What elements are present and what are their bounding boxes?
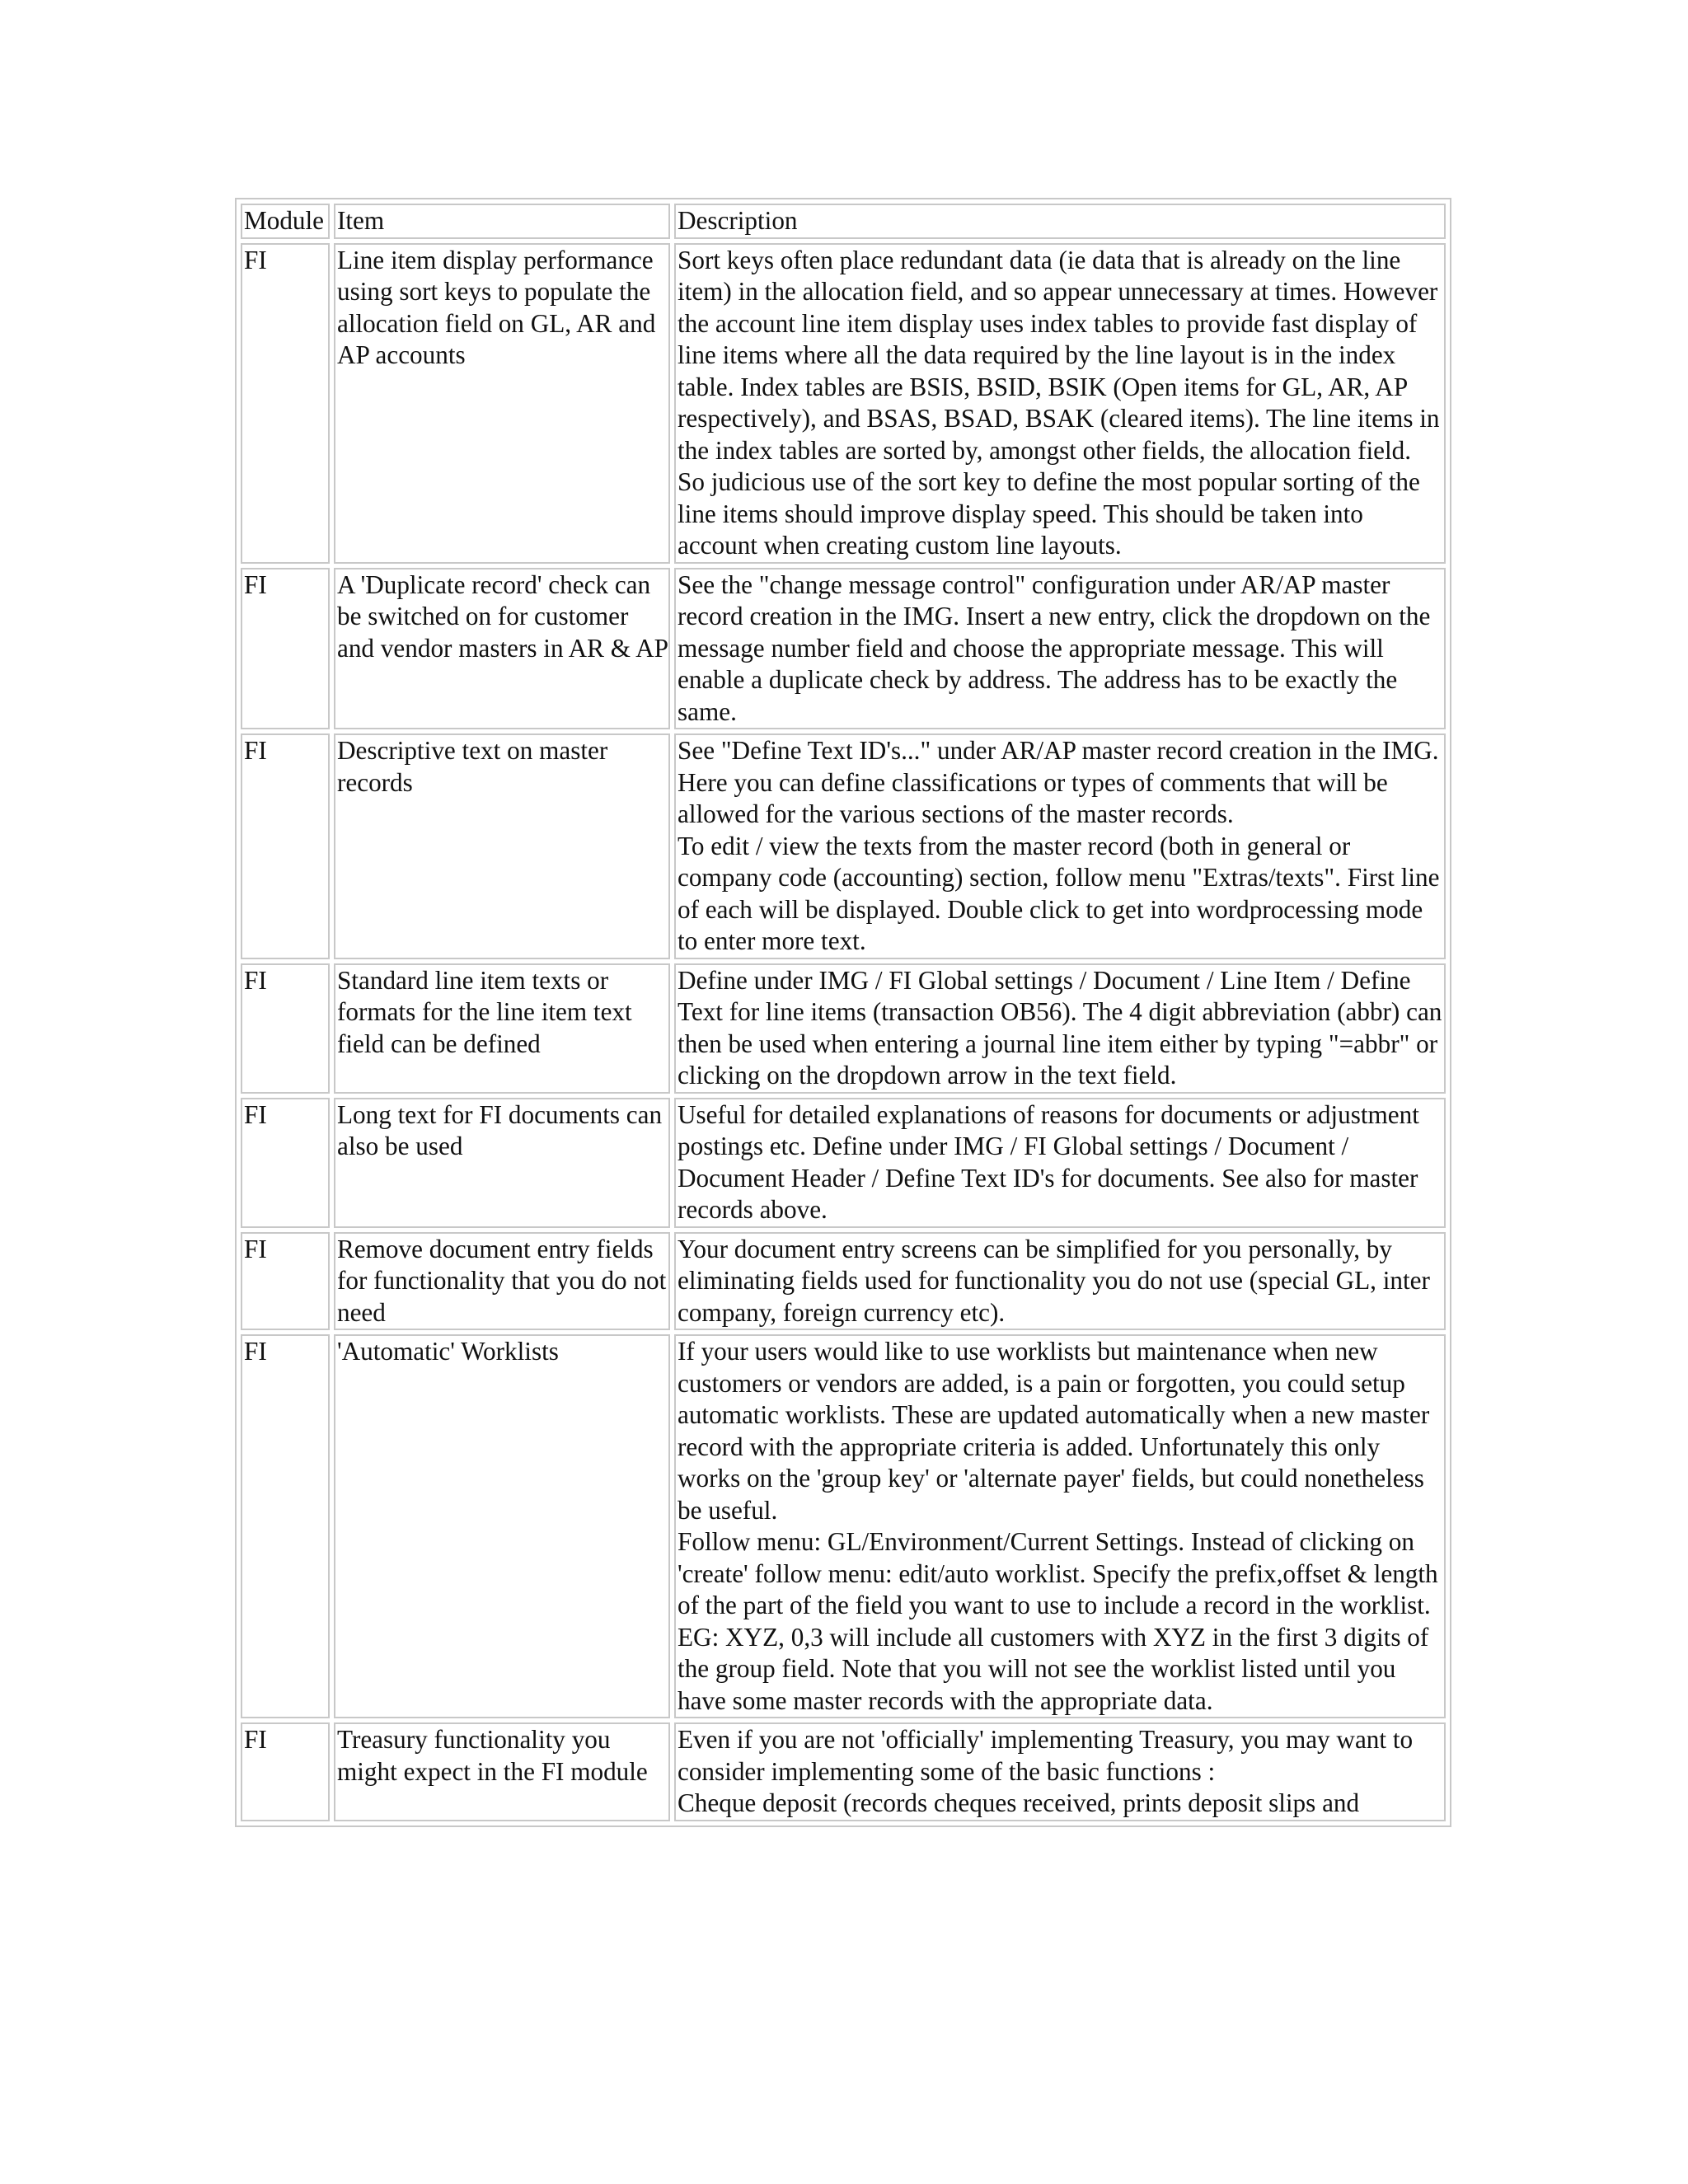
cell-module: FI [241, 568, 330, 730]
cell-description: If your users would like to use worklists but maintenance when new customers or vendors are added, is a pain or forgotten, you could setup automatic worklists. These are updated automatically when a new master record with the appropriate criteria is added. Unfortunately this only works on the 'group key' or 'alternate payer' fields, but could nonetheless be useful. Follow menu: GL/Environment/Current Settings. Instead of clicking on 'create' follow menu: edit/auto worklist. Specify the prefix,offset & length of the part of the field you want to use to include a record in the worklist. EG: XYZ, 0,3 will include all customers with XYZ in the first 3 digits of the group field. Note that you will not see the worklist listed until you have some master records with the appropriate data. [674, 1334, 1446, 1718]
table-row [241, 568, 1446, 730]
cell-description: Your document entry screens can be simplified for you personally, by eliminating fields used for functionality you do not use (special GL, inter company, foreign currency etc). [674, 1232, 1446, 1331]
cell-item: Long text for FI documents can also be used [334, 1098, 670, 1228]
header-module: Module [241, 204, 330, 239]
cell-description: See "Define Text ID's..." under AR/AP master record creation in the IMG. Here you can define classifications or types of comments that will be allowed for the various sections of the master records. To edit / view the texts from the master record (both in general or company code (accounting) section, follow menu "Extras/texts". First line of each will be displayed. Double click to get into wordprocessing mode to enter more text. [674, 733, 1446, 959]
cell-description: Even if you are not 'officially' implementing Treasury, you may want to consider implementing some of the basic functions : Cheque deposit (records cheques received, prints deposit slips and [674, 1722, 1446, 1821]
cell-description: Useful for detailed explanations of reasons for documents or adjustment postings etc. Define under IMG / FI Global settings / Document / Document Header / Define Text ID's for documents. See also for master records above. [674, 1098, 1446, 1228]
cell-module: FI [241, 1722, 330, 1821]
table-row [241, 243, 1446, 564]
cell-item: 'Automatic' Worklists [334, 1334, 670, 1718]
cell-item: Descriptive text on master records [334, 733, 670, 959]
cell-module: FI [241, 1232, 330, 1331]
cell-description: Define under IMG / FI Global settings / Document / Line Item / Define Text for line items (transaction OB56). The 4 digit abbreviation (abbr) can then be used when entering a journal line item either by typing "=abbr" or clicking on the dropdown arrow in the text field. [674, 963, 1446, 1094]
cell-module: FI [241, 733, 330, 959]
cell-module: FI [241, 1334, 330, 1718]
table-row [241, 1334, 1446, 1718]
cell-description: Sort keys often place redundant data (ie data that is already on the line item) in the allocation field, and so appear unnecessary at times. However the account line item display uses index tables to provide fast display of line items where all the data required by the line layout is in the index table. Index tables are BSIS, BSID, BSIK (Open items for GL, AR, AP respectively), and BSAS, BSAD, BSAK (cleared items). The line items in the index tables are sorted by, amongst other fields, the allocation field. So judicious use of the sort key to define the most popular sorting of the line items should improve display speed. This should be taken into account when creating custom line layouts. [674, 243, 1446, 564]
tips-table [235, 198, 1451, 1827]
cell-module: FI [241, 1098, 330, 1228]
cell-item: Standard line item texts or formats for the line item text field can be defined [334, 963, 670, 1094]
cell-module: FI [241, 243, 330, 564]
header-description: Description [674, 204, 1446, 239]
table-row [241, 1232, 1446, 1331]
cell-module: FI [241, 963, 330, 1094]
table-row [241, 1722, 1446, 1821]
cell-item: Treasury functionality you might expect in the FI module [334, 1722, 670, 1821]
cell-item: Remove document entry fields for functionality that you do not need [334, 1232, 670, 1331]
cell-item: Line item display performance using sort keys to populate the allocation field on GL, AR and AP accounts [334, 243, 670, 564]
table-row [241, 733, 1446, 959]
table-row [241, 1098, 1446, 1228]
header-item: Item [334, 204, 670, 239]
cell-description: See the "change message control" configuration under AR/AP master record creation in the IMG. Insert a new entry, click the dropdown on the message number field and choose the appropriate message. This will enable a duplicate check by address. The address has to be exactly the same. [674, 568, 1446, 730]
table-row [241, 963, 1446, 1094]
table-header-row [241, 204, 1446, 239]
cell-item: A 'Duplicate record' check can be switched on for customer and vendor masters in AR & AP [334, 568, 670, 730]
